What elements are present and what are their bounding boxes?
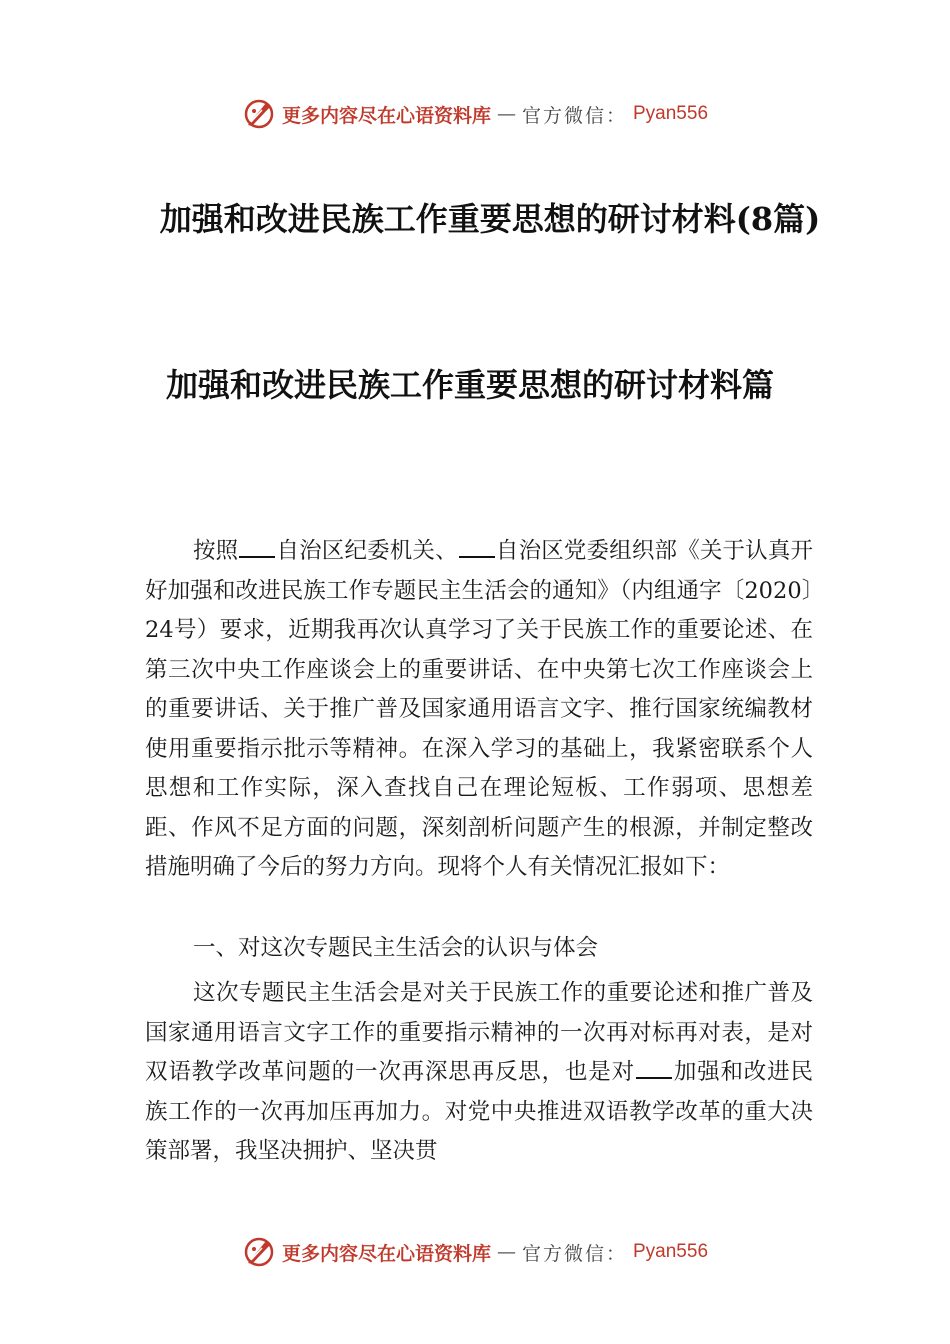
banner-wechat-id: Pyan556: [633, 103, 709, 124]
body-paragraph-2: [145, 974, 813, 1172]
banner-wechat-label: 官方微信：: [521, 104, 627, 127]
footer-wechat-id: Pyan556: [633, 1241, 709, 1262]
paragraph-1-part-a: 按照: [193, 538, 239, 564]
paragraph-2-part-a: 这次专题民主生活会是对关于民族工作的重要论述和推广普及国家通用语言文字工作的重要指示精神的一次再对标再对表，是对双语教学改革问题的一次再深思再反思，: [145, 980, 813, 1085]
document-subtitle: 加强和改进民族工作重要思想的研讨材料篇: [165, 366, 774, 404]
feather-pen-seal-icon: [242, 1235, 276, 1269]
feather-pen-seal-icon: [242, 97, 276, 131]
paragraph-2-part-c: 加强和改进民族工作的一次再加压再加力。对党中央推进双语教学改革的重大决策部署，我坚决拥护、坚决贯: [145, 1059, 813, 1164]
footer-main-text: 更多内容尽在心语资料库: [281, 1242, 491, 1265]
footer-banner: [0, 1232, 950, 1272]
header-banner: [0, 94, 950, 134]
paragraph-1-part-c: 自治区党委组织部《关于认真开好加强和改进民族工作专题民主生活会的通知》（内组通字〔2020〕24号）要求，近期我再次认真学习了关于民族工作的重要论述、在第三次中央工作座谈会上的重要讲话、在中央第七次工作座谈会上的重要讲话、关于推广普及国家通用语言文字、推行国家统编教材使用重要指示批示等精神。在深入学习的基础上，我紧密联系个人思想和工作实际，深入查找自己在理论短板、工作弱项、思想差距、作风不足方面的问题，深刻剖析问题产生的根源，并制定整改措施明确了今后的努力方向。现将个人有关情况汇报如下：: [145, 538, 813, 880]
banner-main-text: 更多内容尽在心语资料库: [281, 104, 491, 127]
document-title: 加强和改进民族工作重要思想的研讨材料(8篇): [159, 200, 821, 238]
section-heading-1: 一、对这次专题民主生活会的认识与体会: [193, 935, 599, 961]
banner-dash: —: [496, 103, 516, 125]
footer-dash: —: [496, 1241, 516, 1263]
fill-in-blank: [636, 1055, 672, 1079]
paragraph-1-part-b: 自治区纪委机关、: [276, 538, 458, 564]
fill-in-blank: [239, 534, 275, 558]
footer-wechat-label: 官方微信：: [521, 1242, 627, 1265]
body-paragraph-1: [145, 532, 813, 888]
paragraph-2-part-b: 也是对: [564, 1059, 635, 1085]
fill-in-blank: [459, 534, 495, 558]
